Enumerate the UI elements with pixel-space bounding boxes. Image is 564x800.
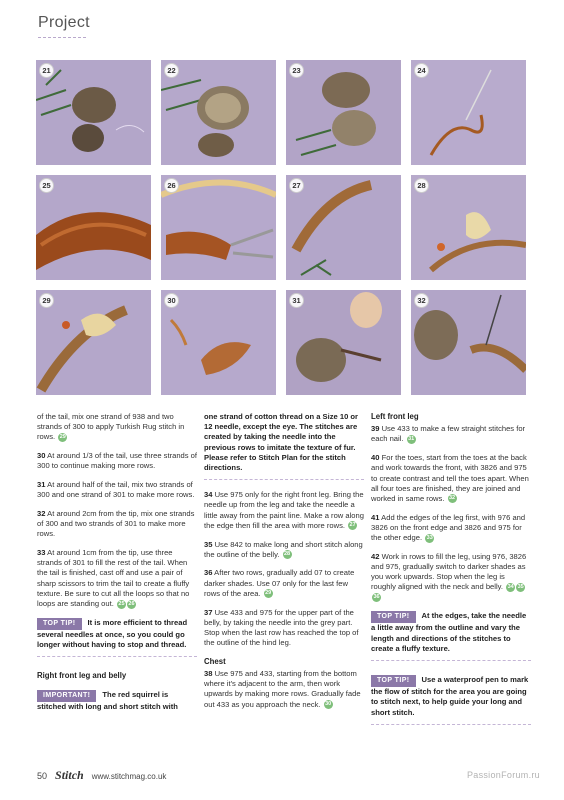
step-photo-28: 28 <box>411 175 526 280</box>
photo-ref: 25 <box>118 600 125 607</box>
embroidery-photo-icon <box>411 60 526 165</box>
embroidery-photo-icon <box>286 290 401 395</box>
magazine-logo: Stitch <box>55 768 84 782</box>
photo-ref: 30 <box>325 701 332 708</box>
photo-ref: 36 <box>373 594 380 601</box>
step-34: 34 Use 975 only for the right front leg. Bring the needle up from the leg and take the needle a little away from the paint line. Make a row along the edge then fill the area with more rows. 27 <box>204 490 364 530</box>
photo-ref: 28 <box>284 551 291 558</box>
subheading-right-front-leg: Right front leg and belly <box>37 671 127 681</box>
tip-label: TOP TIP! <box>371 675 416 687</box>
text-column-2 <box>204 412 364 718</box>
text-column-1 <box>37 412 197 718</box>
top-tip-box: TOP TIP! It is more efficient to thread several needles at once, so you could go longer without having to stop and thread. <box>37 618 197 658</box>
step-32: 32 At around 2cm from the tip, mix one strands of 300 and two strands of 301 to make more rows. <box>37 508 195 539</box>
embroidery-photo-icon <box>36 290 151 395</box>
step-photo-27: 27 <box>286 175 401 280</box>
step-photo-32: 32 <box>411 290 526 395</box>
embroidery-photo-icon <box>161 290 276 395</box>
step-31: 31 At around half of the tail, mix two strands of 300 and one strand of 301 to make more rows. <box>37 480 195 500</box>
photo-ref: 27 <box>349 522 356 529</box>
step-photo-26: 26 <box>161 175 276 280</box>
step-37: 37 Use 433 and 975 for the upper part of the belly, by taking the needle into the grey part. Stop when the last row has reached the top of the outline of the hind leg. <box>204 607 359 648</box>
step-38: 38 Use 975 and 433, starting from the bottom where it's adjacent to the arm, then work upwards by making more rows. Gradually fade out 433 as you approach the neck. 30 <box>204 669 361 709</box>
step-42: 42 Work in rows to fill the leg, using 976, 3826 and 975, gradually switch to darker shades as you work upwards. Stop when the leg is roughly aligned with the neck and belly. 34 3536 <box>371 551 527 601</box>
tip-label: TOP TIP! <box>371 611 416 623</box>
step-41: 41 Add the edges of the leg first, with 976 and 3826 on the front edge and 3826 and 975 for the other edge. 33 <box>371 512 526 543</box>
paragraph-29-cont: of the tail, mix one strand of 938 and two strands of 300 to apply Turkish Rug stitch in rows. 29 <box>37 412 185 442</box>
step-photo-23: 23 <box>286 60 401 165</box>
subheading-chest: Chest <box>204 656 226 666</box>
title-divider <box>38 37 86 38</box>
step-photo-29: 29 <box>36 290 151 395</box>
photo-ref: 31 <box>408 435 415 442</box>
top-tip-box: TOP TIP! Use a waterproof pen to mark the flow of stitch for the area you are going to stitch next, to help guide your long and short stitch. <box>371 675 531 725</box>
photo-ref: 29 <box>59 433 66 440</box>
text-column-3 <box>371 412 531 735</box>
important-box-continued: one strand of cotton thread on a Size 10 or 12 needle, except the eye. The stitches are created by taking the needle into the previous rows to imitate the texture of fur. Please refer to Stitch Plan for the stitch directions. <box>204 412 364 480</box>
photo-ref: 32 <box>449 495 456 502</box>
step-photo-21: 21 <box>36 60 151 165</box>
embroidery-photo-icon <box>161 175 276 280</box>
website-url: www.stitchmag.co.uk <box>91 772 167 781</box>
step-33: 33 At around 1cm from the tip, use three strands of 301 to fill the rest of the tail. When the tail is finished, cast off and use a pair of sharp scissors to trim the tail to create a fluffy texture. Be sure to cut all the loops so that no loops are standing out. 25 26 <box>37 548 190 609</box>
watermark: PassionForum.ru <box>466 770 540 780</box>
step-30: 30 At around 1/3 of the tail, use three strands of 300 to continue making more rows. <box>37 451 198 471</box>
step-photo-24: 24 <box>411 60 526 165</box>
page-number: 50 <box>37 771 48 781</box>
step-39: 39 Use 433 to make a few straight stitches for each nail. 31 <box>371 424 526 444</box>
embroidery-photo-icon <box>411 175 526 280</box>
step-photo-31: 31 <box>286 290 401 395</box>
top-tip-box: TOP TIP! At the edges, take the needle a little away from the outline and vary the length and directions of the stitches to create a fluffy texture. <box>371 611 531 661</box>
photo-ref: 35 <box>517 583 524 590</box>
embroidery-photo-icon <box>36 60 151 165</box>
photo-ref: 34 <box>507 583 514 590</box>
embroidery-photo-icon <box>286 60 401 165</box>
photo-ref: 26 <box>128 600 135 607</box>
step-photo-25: 25 <box>36 175 151 280</box>
embroidery-photo-icon <box>161 60 276 165</box>
subheading-left-front-leg: Left front leg <box>371 412 419 421</box>
important-box: IMPORTANT! The red squirrel is stitched with long and short stitch with <box>37 689 178 711</box>
step-35: 35 Use 842 to make long and short stitch along the outline of the belly. 28 <box>204 539 363 559</box>
photo-ref: 33 <box>426 534 433 541</box>
step-36: 36 After two rows, gradually add 07 to create darker shades. Use 07 only for the last few rows of the area. 29 <box>204 568 355 598</box>
important-label: IMPORTANT! <box>37 690 96 702</box>
embroidery-photo-icon <box>36 175 151 280</box>
step-40: 40 For the toes, start from the toes at the back and work towards the front, with 3826 and 975 to create contrast and tell the toes apart. When all four toes are finished, they are joined and worked in same rows. 32 <box>371 453 529 503</box>
embroidery-photo-icon <box>411 290 526 395</box>
page-footer <box>37 768 166 783</box>
section-title: Project <box>38 14 90 31</box>
tip-label: TOP TIP! <box>37 618 82 630</box>
step-photo-22: 22 <box>161 60 276 165</box>
photo-ref: 29 <box>265 590 272 597</box>
step-photo-30: 30 <box>161 290 276 395</box>
embroidery-photo-icon <box>286 175 401 280</box>
